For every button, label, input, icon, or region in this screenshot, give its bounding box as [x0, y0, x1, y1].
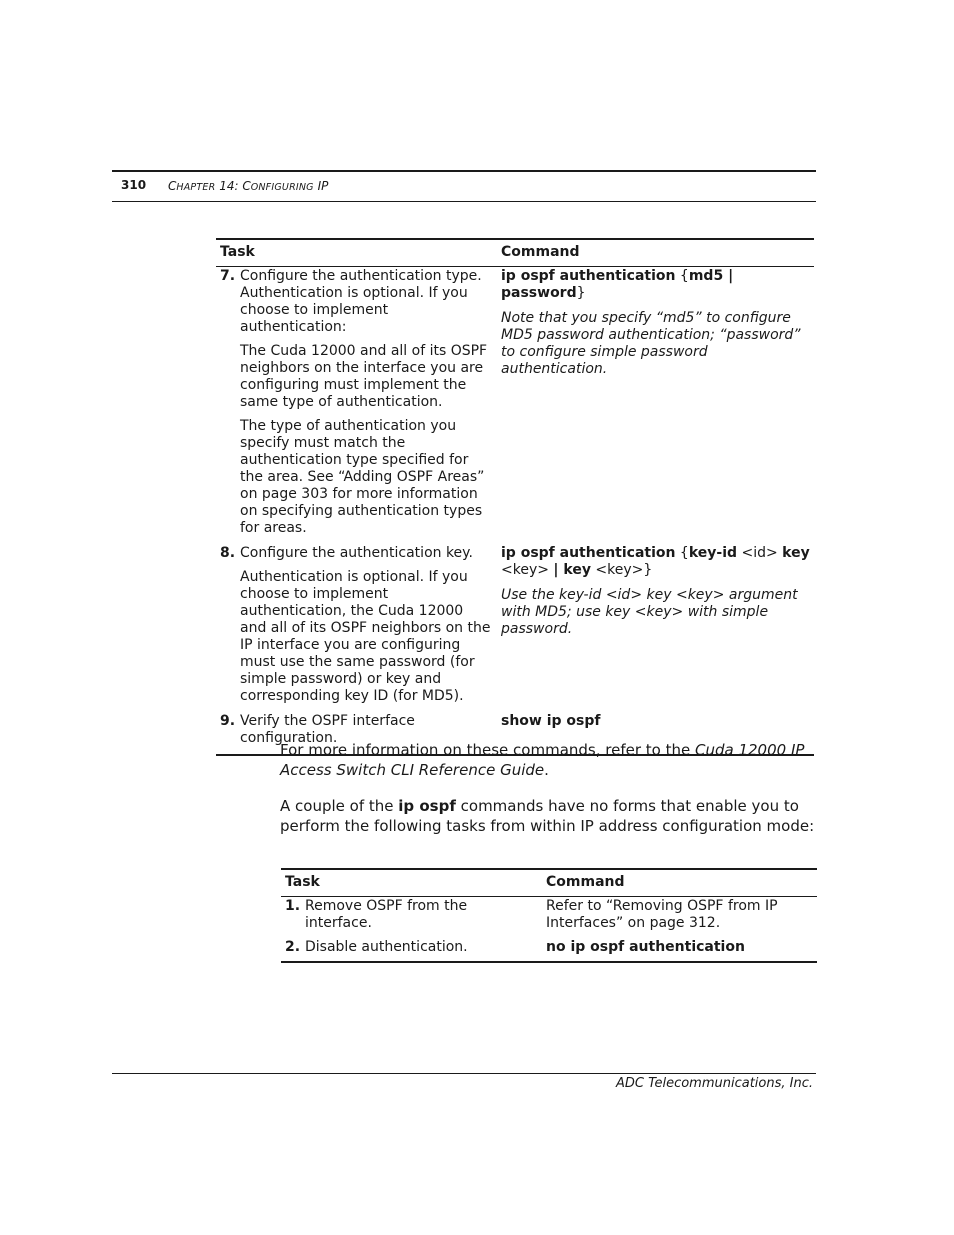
page-number: 310: [121, 178, 147, 192]
table-row: [216, 267, 814, 545]
command-syntax: ip ospf authentication {key-id <id> key <key> | key <key>}: [501, 545, 810, 578]
column-header-command: Command: [542, 869, 817, 897]
table-row: [281, 938, 817, 962]
task-text: Disable authentication.: [305, 939, 468, 955]
header-rule-bottom: [112, 201, 816, 202]
command-syntax: show ip ospf: [501, 713, 601, 729]
step-number: 1.: [285, 898, 301, 914]
task-cell: [281, 897, 542, 939]
column-header-task: Task: [216, 239, 497, 267]
chapter-title: CHAPTER 14: CONFIGURING IP: [168, 179, 329, 193]
command-cell: [497, 267, 814, 545]
footer-rule: [112, 1073, 816, 1074]
command-note: Use the key-id <id> key <key> argument with MD5; use key <key> with simple password.: [501, 587, 798, 637]
task-cell: [281, 938, 542, 962]
body-paragraph: For more information on these commands, refer to the Cuda 12000 IP Access Switch CLI Reference Guide.: [280, 741, 805, 779]
column-header-command: Command: [497, 239, 814, 267]
command-inline: ip ospf: [398, 797, 456, 815]
table-row: [216, 544, 814, 712]
header-rule-top: [112, 170, 816, 172]
step-number: 2.: [285, 939, 301, 955]
task-text: Remove OSPF from the interface.: [305, 898, 468, 931]
task-cell: [216, 267, 497, 545]
table-header-row: [216, 239, 814, 267]
command-note: Note that you specify “md5” to configure MD5 password authentication; “password” to configure simple password authentication.: [501, 310, 801, 377]
task-text: The type of authentication you specify must match the authentication type specified for the area. See “Adding OSPF Areas” on page 303 for more information on specifying authentication types for areas.: [240, 418, 485, 536]
step-number: 7.: [220, 268, 236, 284]
column-header-task: Task: [281, 869, 542, 897]
footer-company: ADC Telecommunications, Inc.: [616, 1076, 813, 1091]
task-text: Verify the OSPF interface configuration.: [240, 713, 415, 746]
guide-title: Cuda 12000 IP Access Switch CLI Reference Guide: [280, 741, 805, 779]
task-text: Configure the authentication type. Authentication is optional. If you choose to implement authentication:: [240, 268, 482, 335]
table-row: [281, 897, 817, 939]
task-text: The Cuda 12000 and all of its OSPF neighbors on the interface you are configuring must implement the same type of authentication.: [240, 343, 488, 410]
command-cell: [497, 544, 814, 712]
step-number: 9.: [220, 713, 236, 729]
table-header-row: [281, 869, 817, 897]
step-number: 8.: [220, 545, 236, 561]
task-command-table: [281, 868, 817, 963]
task-command-table: [216, 238, 814, 756]
task-text: Configure the authentication key.: [240, 545, 473, 561]
body-paragraph: A couple of the ip ospf commands have no forms that enable you to perform the following tasks from within IP address configuration mode:: [280, 797, 815, 835]
command-cell: Refer to “Removing OSPF from IP Interfaces” on page 312.: [546, 898, 778, 931]
task-text: Authentication is optional. If you choose to implement authentication, the Cuda 12000 and all of its OSPF neighbors on the IP interface you are configuring must use the same password (for simple password) or key and corresponding key ID (for MD5).: [240, 569, 491, 704]
task-cell: [216, 544, 497, 712]
command-syntax: ip ospf authentication {md5 | password}: [501, 268, 734, 301]
command-cell: no ip ospf authentication: [542, 938, 817, 962]
